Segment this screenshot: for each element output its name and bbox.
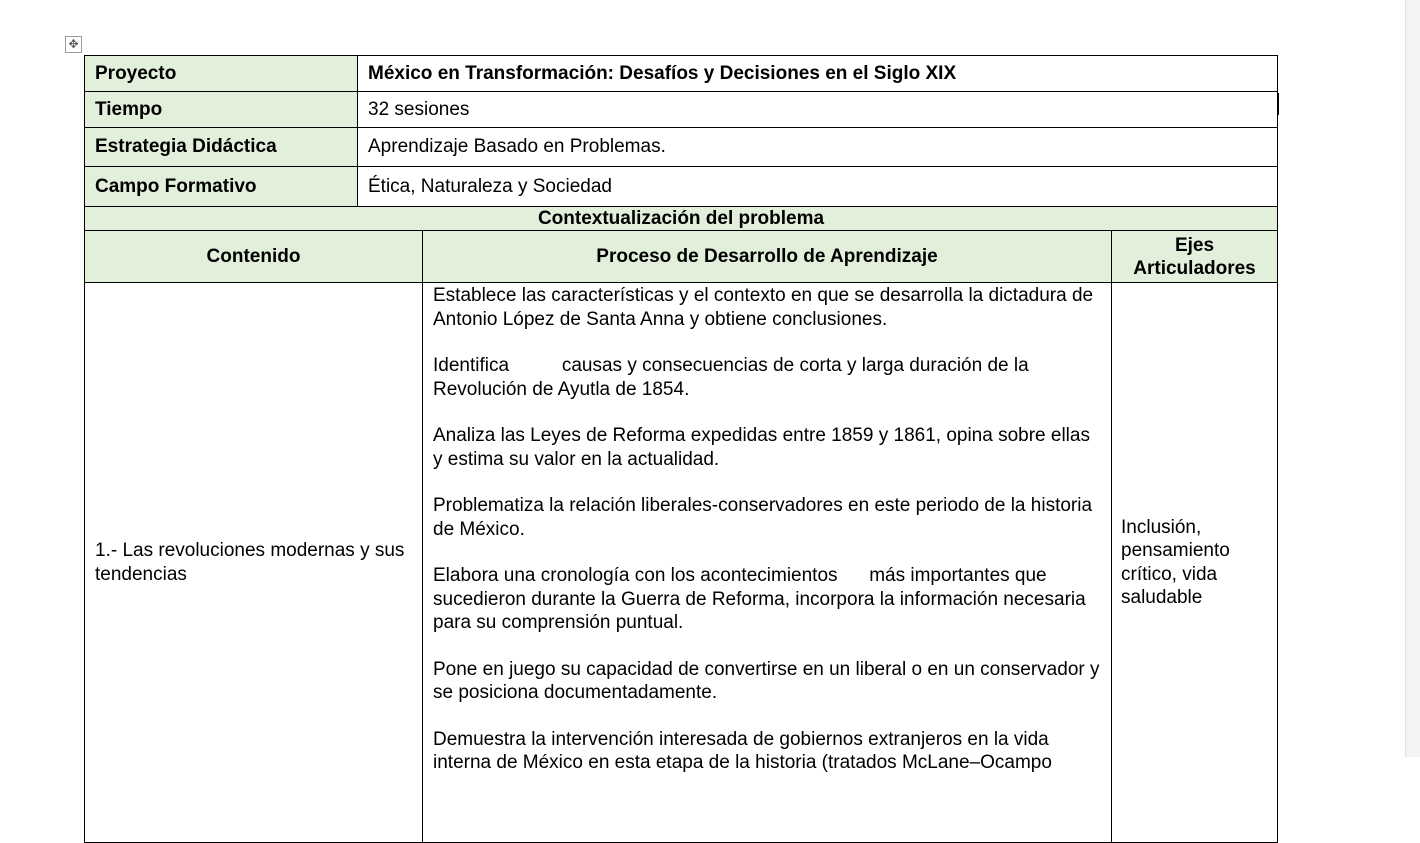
table-row <box>85 128 1278 167</box>
header-contenido[interactable]: Contenido <box>85 231 423 283</box>
table-row <box>85 92 1278 128</box>
proceso-item: Pone en juego su capacidad de convertirse en un liberal o en un conservador y se posiciona documentadamente. <box>433 658 1100 703</box>
section-title-row <box>85 207 1278 231</box>
proyecto-label[interactable]: Proyecto <box>85 56 358 92</box>
header-proceso[interactable]: Proceso de Desarrollo de Aprendizaje <box>423 231 1112 283</box>
proceso-item: Analiza las Leyes de Reforma expedidas entre 1859 y 1861, opina sobre ellas y estima su valor en la actualidad. <box>433 425 1090 470</box>
text-cursor <box>1278 93 1279 115</box>
proceso-cell[interactable] <box>423 283 1112 843</box>
estrategia-value[interactable]: Aprendizaje Basado en Problemas. <box>358 128 1278 167</box>
section-title[interactable]: Contextualización del problema <box>85 207 1278 231</box>
proceso-item: Problematiza la relación liberales-conservadores en este periodo de la historia de México. <box>433 495 1093 540</box>
table-row <box>85 283 1278 843</box>
table-move-handle-icon[interactable]: ✥ <box>65 36 82 53</box>
estrategia-label[interactable]: Estrategia Didáctica <box>85 128 358 167</box>
proceso-item: Demuestra la intervención interesada de gobiernos extranjeros en la vida interna de México en esta etapa de la historia (tratados McLane–Ocampo <box>433 728 1052 773</box>
tiempo-value[interactable]: 32 sesiones <box>358 92 1278 128</box>
campo-label[interactable]: Campo Formativo <box>85 167 358 207</box>
tiempo-label[interactable]: Tiempo <box>85 92 358 128</box>
proceso-item: Establece las características y el contexto en que se desarrolla la dictadura de Antonio López de Santa Anna y obtiene conclusiones. <box>433 285 1094 330</box>
project-info-table <box>84 55 1278 207</box>
header-row <box>85 231 1278 283</box>
proyecto-value[interactable]: México en Transformación: Desafíos y Decisiones en el Siglo XIX <box>358 56 1278 92</box>
proceso-item: Identifica causas y consecuencias de corta y larga duración de la Revolución de Ayutla de 1854. <box>433 355 1034 400</box>
header-ejes[interactable]: Ejes Articuladores <box>1112 231 1278 283</box>
proceso-item: Elabora una cronología con los acontecimientos más importantes que sucedieron durante la Guerra de Reforma, incorpora la información necesaria para su comprensión puntual. <box>433 565 1091 633</box>
ejes-cell[interactable]: Inclusión, pensamiento crítico, vida saludable <box>1112 283 1278 843</box>
vertical-scrollbar[interactable] <box>1405 0 1420 757</box>
content-table <box>84 206 1278 843</box>
campo-value[interactable]: Ética, Naturaleza y Sociedad <box>358 167 1278 207</box>
table-row <box>85 56 1278 92</box>
contenido-cell[interactable]: 1.- Las revoluciones modernas y sus tendencias <box>85 283 423 843</box>
table-row <box>85 167 1278 207</box>
